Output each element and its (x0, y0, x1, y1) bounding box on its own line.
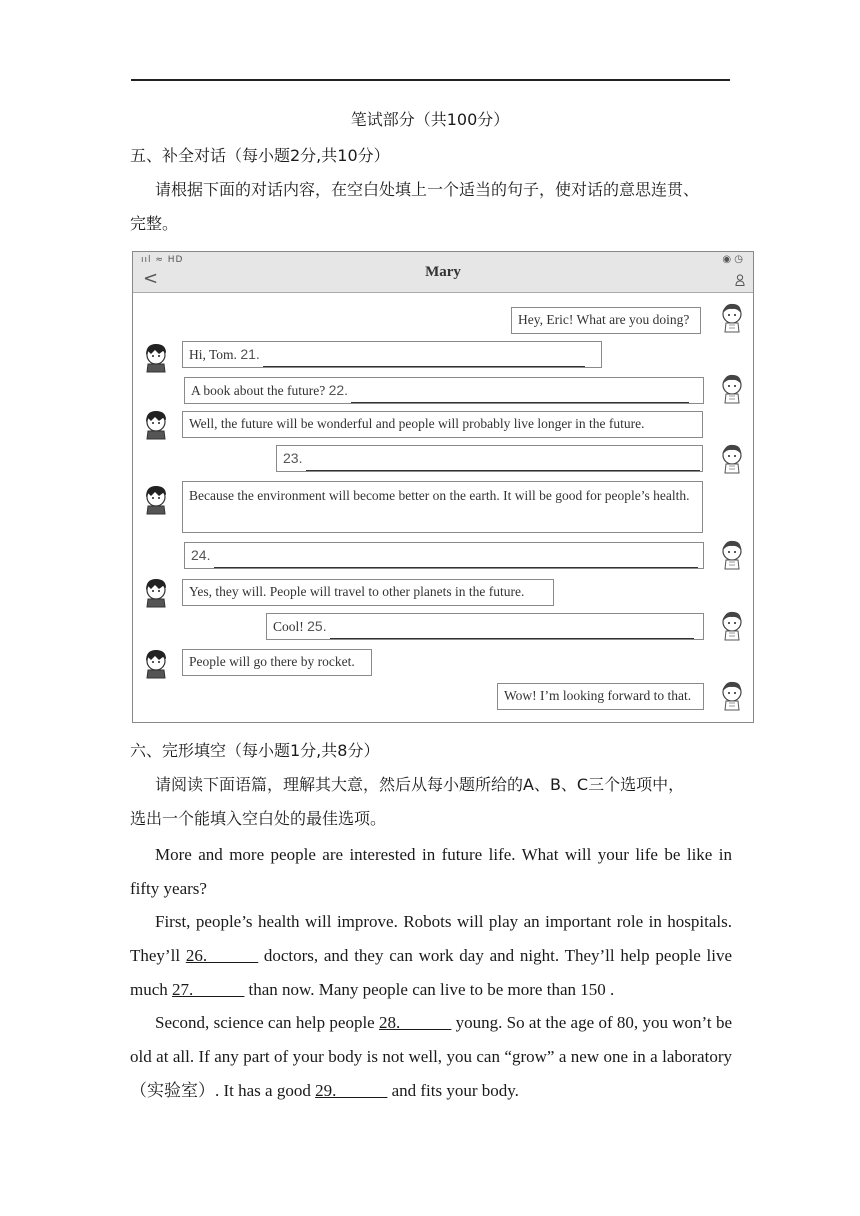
signal-wifi-icon: ııl ≈ HD (141, 255, 184, 265)
section6-instruction: 请阅读下面语篇，理解其大意，然后从每小题所给的A、B、C三个选项中， (155, 775, 685, 794)
eric-avatar (717, 538, 747, 570)
chat-bubble-eric: Hey, Eric! What are you doing? (511, 307, 701, 334)
chat-bubble-tom: People will go there by rocket. (182, 649, 372, 676)
chat-bubble-eric: Cool! 25. (266, 613, 704, 640)
paragraph: Second, science can help people 28.______ young. So at the age of 80, you won’t be old at all. If any part of your body is not well, you can “grow” a new one in a laboratory（实验室）. It has a good 29.______ and fits your body. (130, 1013, 732, 1100)
page-title: 笔试部分（共100分） (350, 110, 510, 129)
chat-bubble-eric: 24. (184, 542, 704, 569)
tom-avatar (141, 576, 171, 608)
section5-instruction-cont: 完整。 (130, 214, 179, 233)
eric-avatar (717, 372, 747, 404)
back-arrow-icon[interactable]: < (143, 268, 159, 289)
eric-avatar (717, 679, 747, 711)
chat-bubble-tom: Well, the future will be wonderful and people will probably live longer in the future. (182, 411, 703, 438)
section6-instruction-cont: 选出一个能填入空白处的最佳选项。 (130, 809, 387, 828)
person-icon[interactable] (735, 274, 745, 286)
alarm-icons: ◉ ◷ (722, 254, 743, 265)
tom-avatar (141, 408, 171, 440)
paragraph: More and more people are interested in future life. What will your life be like in fifty years? (130, 845, 732, 898)
tom-avatar (141, 647, 171, 679)
section5-instruction: 请根据下面的对话内容，在空白处填上一个适当的句子，使对话的意思连贯、 (155, 180, 700, 199)
contact-name: Mary (425, 264, 461, 280)
top-rule (131, 79, 730, 81)
chat-bubble-eric: A book about the future? 22. (184, 377, 704, 404)
chat-bubble-eric: Wow! I’m looking forward to that. (497, 683, 704, 710)
paragraph: First, people’s health will improve. Robots will play an important role in hospitals. They’ll 26.______ doctors, and they can work day and night. They’ll help people live much 27.______ than now. Many people can live to be more than 150 . (130, 912, 732, 999)
blank-29[interactable]: 29.______ (315, 1081, 388, 1100)
chat-bubble-tom: Hi, Tom. 21. (182, 341, 602, 368)
chat-bubble-eric: 23. (276, 445, 703, 472)
section5-heading: 五、补全对话（每小题2分,共10分） (130, 146, 390, 165)
chat-bubble-tom: Yes, they will. People will travel to other planets in the future. (182, 579, 554, 606)
eric-avatar (717, 442, 747, 474)
blank-28[interactable]: 28.______ (379, 1013, 452, 1032)
section6-heading: 六、完形填空（每小题1分,共8分） (130, 741, 380, 760)
blank-27[interactable]: 27.______ (172, 980, 245, 999)
eric-avatar (717, 609, 747, 641)
blank-26[interactable]: 26.______ (185, 946, 259, 965)
eric-avatar (717, 301, 747, 333)
chat-header (133, 252, 753, 293)
chat-bubble-tom: Because the environment will become better on the earth. It will be good for people’s health. (182, 481, 703, 533)
tom-avatar (141, 341, 171, 373)
tom-avatar (141, 483, 171, 515)
